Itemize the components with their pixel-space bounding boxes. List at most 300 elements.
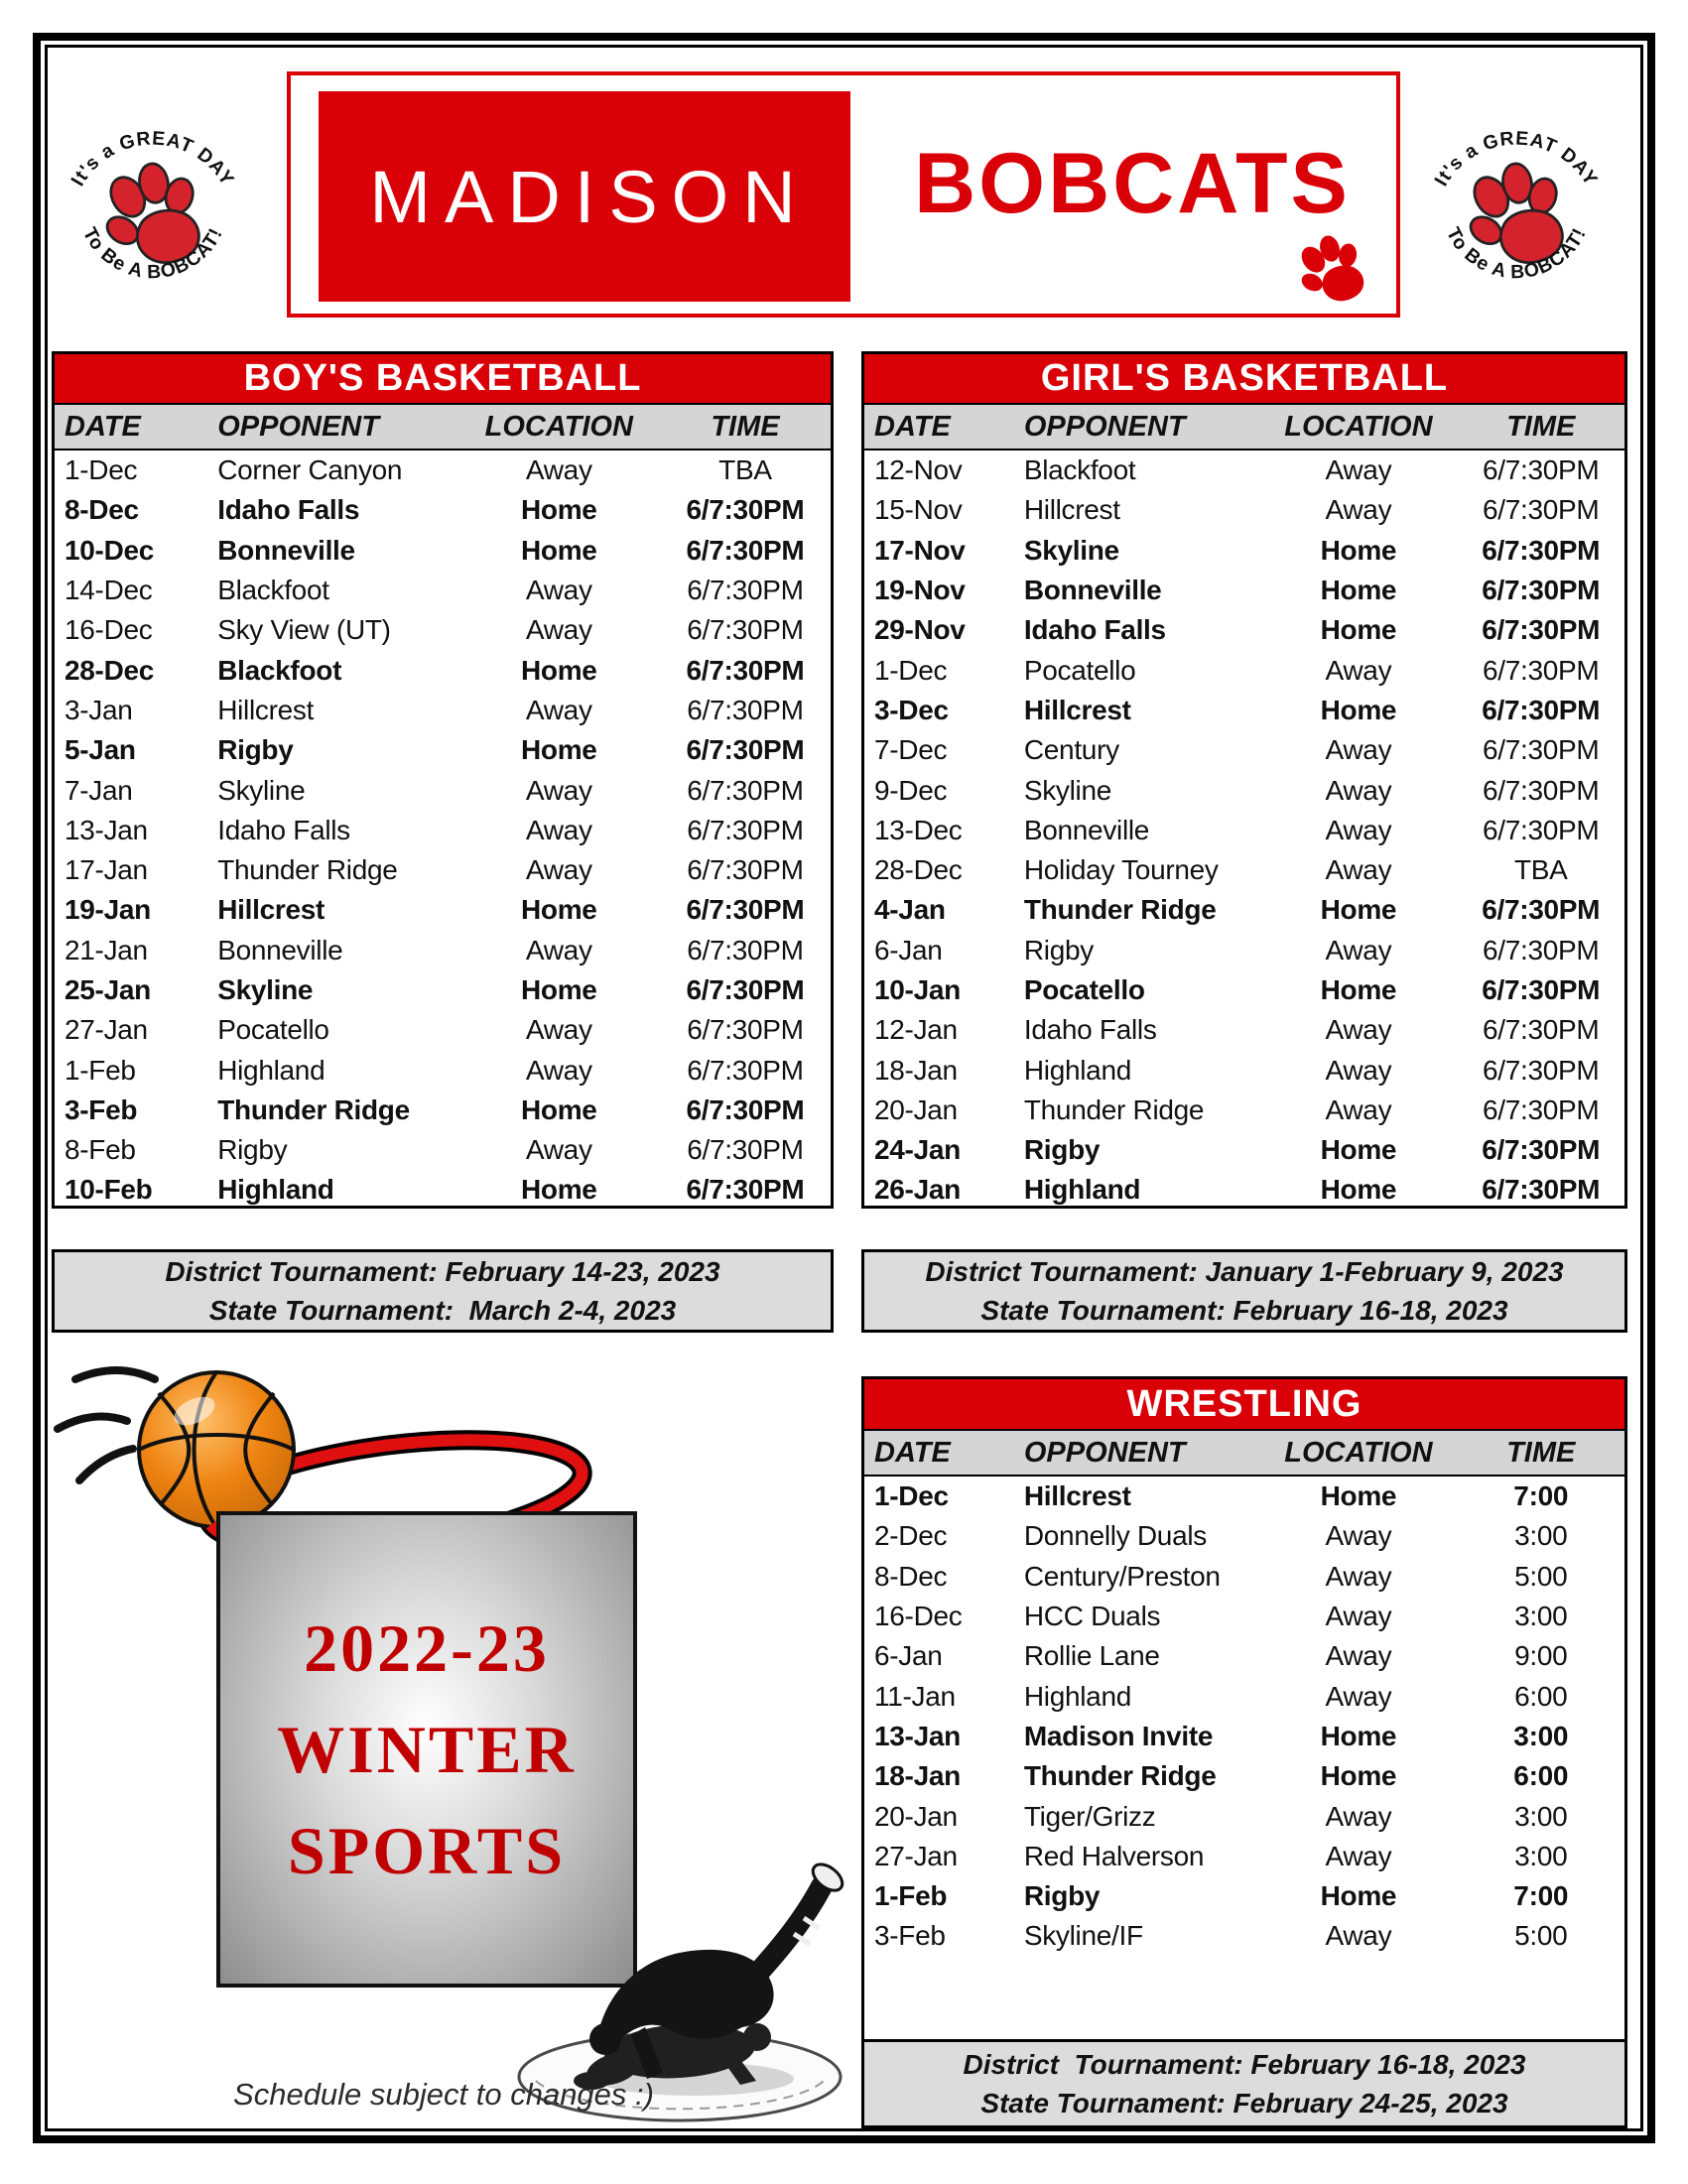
date-cell: 16-Dec (65, 614, 153, 646)
opponent-cell: Pocatello (1023, 654, 1136, 686)
time-cell: 6/7:30PM (1482, 694, 1601, 725)
location-cell: Away (525, 934, 592, 965)
time-cell: 6/7:30PM (1483, 454, 1600, 486)
date-cell: 1-Dec (874, 1480, 949, 1512)
time-cell: 6/7:30PM (687, 934, 804, 965)
table-row (864, 571, 1624, 610)
table-row (864, 770, 1624, 810)
time-cell: 9:00 (1514, 1640, 1568, 1672)
date-cell: 28-Dec (874, 854, 963, 886)
basketball-icon (139, 1372, 294, 1527)
table-row (864, 1130, 1624, 1170)
slogan-top-text: It's a GREAT DAY (1430, 127, 1603, 191)
time-cell: 6/7:30PM (686, 974, 805, 1005)
opponent-cell: Rigby (217, 1134, 288, 1166)
location-cell: Away (1325, 814, 1392, 845)
time-cell: 6/7:30PM (687, 774, 804, 806)
girls-rows (864, 450, 1624, 1211)
location-cell: Home (1320, 575, 1397, 606)
time-cell: TBA (718, 454, 772, 486)
time-cell: 6/7:30PM (1482, 1134, 1601, 1166)
state-tournament-text: State Tournament: February 16-18, 2023 (980, 1295, 1508, 1326)
date-cell: 20-Jan (874, 1093, 958, 1125)
column-header-opponent: OPPONENT (1023, 410, 1186, 443)
slogan-bottom-text: To Be A BOBCAT! (1441, 223, 1592, 284)
table-row (864, 1756, 1624, 1796)
table-row (864, 1796, 1624, 1836)
time-cell: 6/7:30PM (1483, 734, 1600, 766)
date-cell: 18-Jan (874, 1054, 958, 1086)
date-cell: 18-Jan (874, 1760, 961, 1792)
slogan-bottom-text: To Be A BOBCAT! (77, 223, 228, 284)
time-cell: 6/7:30PM (1482, 534, 1601, 566)
date-cell: 10-Dec (65, 534, 155, 566)
opponent-cell: Thunder Ridge (1023, 1760, 1217, 1792)
date-cell: 6-Jan (874, 934, 943, 965)
date-cell: 13-Jan (874, 1720, 961, 1751)
date-cell: 5-Jan (65, 734, 136, 766)
opponent-cell: Hillcrest (217, 694, 315, 725)
location-cell: Home (1320, 694, 1397, 725)
opponent-cell: Rigby (1023, 934, 1094, 965)
opponent-cell: Highland (217, 1174, 334, 1206)
date-cell: 7-Dec (874, 734, 948, 766)
date-cell: 6-Jan (874, 1640, 943, 1672)
location-cell: Away (1325, 654, 1392, 686)
time-cell: 6/7:30PM (686, 1093, 805, 1125)
opponent-cell: Hillcrest (1023, 1480, 1131, 1512)
table-row (55, 1130, 831, 1170)
time-cell: 7:00 (1513, 1480, 1569, 1512)
location-cell: Away (1325, 854, 1392, 886)
date-cell: 3-Dec (874, 694, 949, 725)
opponent-cell: Pocatello (217, 1014, 329, 1046)
opponent-cell: Madison Invite (1023, 1720, 1214, 1751)
time-cell: 6/7:30PM (1483, 774, 1600, 806)
time-cell: 3:00 (1514, 1601, 1568, 1632)
location-cell: Home (520, 894, 597, 926)
location-cell: Away (525, 854, 592, 886)
boys-tournament-box (52, 1249, 834, 1333)
opponent-cell: Bonneville (217, 934, 343, 965)
location-cell: Home (520, 494, 597, 526)
table-row (55, 811, 831, 850)
opponent-cell: Skyline (1023, 774, 1112, 806)
time-cell: 3:00 (1513, 1720, 1569, 1751)
time-cell: 6:00 (1513, 1760, 1569, 1792)
opponent-cell: Century/Preston (1023, 1560, 1221, 1592)
location-cell: Away (525, 614, 592, 646)
opponent-cell: Thunder Ridge (217, 1093, 410, 1125)
table-row (864, 650, 1624, 690)
location-cell: Away (1325, 454, 1392, 486)
date-cell: 11-Jan (874, 1680, 956, 1712)
location-cell: Away (1325, 1560, 1392, 1592)
table-row (55, 531, 831, 571)
spacer (864, 1957, 1624, 2039)
time-cell: 6/7:30PM (687, 614, 804, 646)
opponent-cell: Donnelly Duals (1023, 1520, 1207, 1552)
location-cell: Home (1320, 1174, 1397, 1206)
opponent-cell: Hillcrest (1023, 494, 1120, 526)
opponent-cell: Bonneville (1023, 575, 1162, 606)
location-cell: Home (1320, 614, 1397, 646)
opponent-cell: Pocatello (1023, 974, 1145, 1005)
district-tournament-text: District Tournament: February 14-23, 2023 (165, 1256, 720, 1287)
date-cell: 4-Jan (874, 894, 946, 926)
location-cell: Away (1325, 934, 1392, 965)
table-row (864, 1477, 1624, 1516)
date-cell: 8-Dec (874, 1560, 948, 1592)
opponent-cell: Idaho Falls (1023, 614, 1166, 646)
time-cell: 7:00 (1513, 1880, 1569, 1912)
column-header-time: TIME (1506, 1436, 1576, 1469)
time-cell: 6/7:30PM (1482, 894, 1601, 926)
table-row (55, 490, 831, 530)
opponent-cell: Holiday Tourney (1023, 854, 1219, 886)
opponent-cell: Bonneville (217, 534, 355, 566)
column-header-opponent: OPPONENT (217, 410, 379, 443)
opponent-cell: Hillcrest (217, 894, 325, 926)
table-row (864, 1636, 1624, 1676)
column-header-location: LOCATION (484, 410, 633, 443)
table-row (864, 1557, 1624, 1597)
table-row (864, 1597, 1624, 1636)
opponent-cell: Highland (1023, 1054, 1131, 1086)
opponent-cell: Skyline (1023, 534, 1119, 566)
time-cell: 6/7:30PM (1483, 1054, 1600, 1086)
date-cell: 20-Jan (874, 1800, 958, 1832)
location-cell: Away (1325, 1014, 1392, 1046)
opponent-cell: Skyline (217, 774, 306, 806)
time-cell: 5:00 (1514, 1560, 1568, 1592)
slogan-top-text: It's a GREAT DAY (66, 127, 239, 191)
table-row (55, 931, 831, 970)
opponent-cell: Tiger/Grizz (1023, 1800, 1156, 1832)
location-cell: Away (1325, 1840, 1392, 1871)
time-cell: 6/7:30PM (686, 894, 805, 926)
opponent-cell: Blackfoot (217, 575, 329, 606)
date-cell: 12-Jan (874, 1014, 958, 1046)
time-cell: 6/7:30PM (1483, 1093, 1600, 1125)
table-row (864, 811, 1624, 850)
date-cell: 26-Jan (874, 1174, 961, 1206)
table-row (864, 531, 1624, 571)
opponent-cell: Thunder Ridge (1023, 894, 1217, 926)
location-cell: Away (1325, 1680, 1392, 1712)
date-cell: 19-Jan (65, 894, 151, 926)
date-cell: 7-Jan (65, 774, 133, 806)
table-row (55, 850, 831, 890)
location-cell: Home (520, 654, 597, 686)
paw-icon (1291, 234, 1370, 308)
table-row (55, 730, 831, 770)
table-row (864, 610, 1624, 650)
date-cell: 8-Feb (65, 1134, 136, 1166)
opponent-cell: Hillcrest (1023, 694, 1131, 725)
location-cell: Away (525, 1014, 592, 1046)
location-cell: Away (1325, 1920, 1392, 1952)
column-header-location: LOCATION (1284, 410, 1433, 443)
column-header-location: LOCATION (1284, 1436, 1433, 1469)
time-cell: 6/7:30PM (1483, 1014, 1600, 1046)
table-row (55, 970, 831, 1010)
table-row (864, 1676, 1624, 1716)
time-cell: 6:00 (1514, 1680, 1568, 1712)
location-cell: Home (520, 734, 597, 766)
opponent-cell: Highland (217, 1054, 325, 1086)
table-row (55, 890, 831, 930)
date-cell: 27-Jan (65, 1014, 148, 1046)
table-row (864, 691, 1624, 730)
column-header-date: DATE (65, 410, 141, 443)
table-row (864, 1876, 1624, 1916)
time-cell: 6/7:30PM (1483, 494, 1600, 526)
table-row (55, 770, 831, 810)
table-row (864, 1010, 1624, 1050)
location-cell: Home (1320, 1720, 1397, 1751)
location-cell: Home (1320, 974, 1397, 1005)
opponent-cell: Century (1023, 734, 1119, 766)
date-cell: 3-Jan (65, 694, 133, 725)
boys-basketball-table (52, 351, 834, 1209)
schedule-disclaimer: Schedule subject to changes :) (233, 2077, 654, 2112)
school-name: MADISON (369, 155, 810, 238)
wrestling-title: WRESTLING (864, 1379, 1624, 1431)
opponent-cell: Rollie Lane (1023, 1640, 1160, 1672)
date-cell: 24-Jan (874, 1134, 961, 1166)
table-row (55, 1091, 831, 1130)
location-cell: Away (1325, 494, 1392, 526)
wrestling-rows (864, 1477, 1624, 1957)
date-cell: 1-Dec (65, 454, 138, 486)
time-cell: 6/7:30PM (1483, 934, 1600, 965)
table-row (55, 650, 831, 690)
location-cell: Away (525, 814, 592, 845)
location-cell: Home (1320, 1760, 1397, 1792)
table-row (864, 1170, 1624, 1210)
date-cell: 29-Nov (874, 614, 966, 646)
column-header-row (55, 405, 831, 450)
date-cell: 10-Feb (65, 1174, 153, 1206)
time-cell: 6/7:30PM (686, 494, 805, 526)
location-cell: Away (1325, 1640, 1392, 1672)
date-cell: 14-Dec (65, 575, 153, 606)
date-cell: 1-Feb (65, 1054, 136, 1086)
season-winter: WINTER (277, 1712, 577, 1787)
table-row (864, 1050, 1624, 1090)
time-cell: 6/7:30PM (1482, 614, 1601, 646)
time-cell: 6/7:30PM (687, 694, 804, 725)
time-cell: 6/7:30PM (1482, 575, 1601, 606)
time-cell: 6/7:30PM (1482, 1174, 1601, 1206)
table-row (864, 490, 1624, 530)
table-row (55, 691, 831, 730)
location-cell: Away (525, 1054, 592, 1086)
opponent-cell: Idaho Falls (1023, 1014, 1157, 1046)
location-cell: Away (1325, 1054, 1392, 1086)
time-cell: 6/7:30PM (687, 1134, 804, 1166)
table-row (55, 610, 831, 650)
boys-basketball-title: BOY'S BASKETBALL (55, 354, 831, 405)
time-cell: 6/7:30PM (686, 654, 805, 686)
date-cell: 17-Nov (874, 534, 966, 566)
girls-tournament-box (861, 1249, 1627, 1333)
bobcat-logo-right (1429, 109, 1604, 321)
time-cell: 6/7:30PM (686, 534, 805, 566)
mascot-name: BOBCATS (914, 136, 1351, 231)
table-row (864, 1091, 1624, 1130)
column-header-date: DATE (874, 1436, 951, 1469)
date-cell: 15-Nov (874, 494, 963, 526)
location-cell: Away (1325, 1093, 1392, 1125)
location-cell: Away (525, 454, 592, 486)
opponent-cell: Rigby (1023, 1880, 1101, 1912)
date-cell: 1-Feb (874, 1880, 948, 1912)
column-header-row (864, 405, 1624, 450)
table-row (864, 450, 1624, 490)
table-row (864, 1837, 1624, 1876)
table-row (864, 730, 1624, 770)
location-cell: Home (520, 534, 597, 566)
date-cell: 1-Dec (874, 654, 948, 686)
opponent-cell: Bonneville (1023, 814, 1150, 845)
location-cell: Home (520, 1093, 597, 1125)
location-cell: Away (1325, 1520, 1392, 1552)
time-cell: 6/7:30PM (687, 575, 804, 606)
time-cell: 6/7:30PM (1483, 814, 1600, 845)
school-banner (287, 71, 1400, 318)
opponent-cell: Red Halverson (1023, 1840, 1205, 1871)
district-tournament-text: District Tournament: January 1-February 9, 2023 (925, 1256, 1564, 1287)
time-cell: 3:00 (1514, 1800, 1568, 1832)
location-cell: Home (1320, 894, 1397, 926)
date-cell: 3-Feb (65, 1093, 138, 1125)
table-row (864, 1516, 1624, 1556)
date-cell: 8-Dec (65, 494, 139, 526)
date-cell: 12-Nov (874, 454, 963, 486)
state-tournament-text: State Tournament: March 2-4, 2023 (208, 1295, 677, 1326)
opponent-cell: Highland (1023, 1680, 1131, 1712)
opponent-cell: Thunder Ridge (1023, 1093, 1205, 1125)
column-header-row (864, 1431, 1624, 1477)
date-cell: 17-Jan (65, 854, 148, 886)
wrestling-tournament-box (864, 2039, 1624, 2125)
opponent-cell: HCC Duals (1023, 1601, 1161, 1632)
date-cell: 19-Nov (874, 575, 966, 606)
table-row (55, 1010, 831, 1050)
season-year: 2022-23 (304, 1610, 550, 1686)
boys-rows (55, 450, 831, 1211)
girls-basketball-title: GIRL'S BASKETBALL (864, 354, 1624, 405)
table-row (864, 850, 1624, 890)
location-cell: Home (1320, 1880, 1397, 1912)
table-row (55, 1170, 831, 1210)
time-cell: 5:00 (1514, 1920, 1568, 1952)
location-cell: Home (520, 974, 597, 1005)
location-cell: Home (1320, 1134, 1397, 1166)
time-cell: 6/7:30PM (687, 1014, 804, 1046)
opponent-cell: Skyline (217, 974, 314, 1005)
column-header-time: TIME (1506, 410, 1576, 443)
date-cell: 27-Jan (874, 1840, 958, 1871)
location-cell: Away (525, 694, 592, 725)
table-row (55, 571, 831, 610)
date-cell: 13-Jan (65, 814, 148, 845)
girls-basketball-table (861, 351, 1627, 1209)
opponent-cell: Blackfoot (1023, 454, 1136, 486)
table-row (864, 890, 1624, 930)
time-cell: 6/7:30PM (687, 814, 804, 845)
time-cell: 6/7:30PM (686, 1174, 805, 1206)
column-header-opponent: OPPONENT (1023, 1436, 1186, 1469)
table-row (55, 1050, 831, 1090)
opponent-cell: Rigby (1023, 1134, 1101, 1166)
opponent-cell: Thunder Ridge (217, 854, 398, 886)
time-cell: 6/7:30PM (1482, 974, 1601, 1005)
location-cell: Away (525, 1134, 592, 1166)
time-cell: 6/7:30PM (686, 734, 805, 766)
location-cell: Home (520, 1174, 597, 1206)
time-cell: 6/7:30PM (1483, 654, 1600, 686)
opponent-cell: Blackfoot (217, 654, 342, 686)
opponent-cell: Idaho Falls (217, 814, 350, 845)
date-cell: 28-Dec (65, 654, 155, 686)
opponent-cell: Idaho Falls (217, 494, 360, 526)
table-row (864, 1717, 1624, 1756)
time-cell: 6/7:30PM (687, 1054, 804, 1086)
wrestling-table (861, 1376, 1627, 2128)
location-cell: Away (525, 774, 592, 806)
date-cell: 25-Jan (65, 974, 151, 1005)
column-header-time: TIME (711, 410, 780, 443)
date-cell: 13-Dec (874, 814, 963, 845)
state-tournament-text: State Tournament: February 24-25, 2023 (980, 2088, 1508, 2119)
date-cell: 3-Feb (874, 1920, 946, 1952)
opponent-cell: Rigby (217, 734, 294, 766)
location-cell: Away (525, 575, 592, 606)
bobcat-logo-left (65, 109, 240, 321)
opponent-cell: Highland (1023, 1174, 1141, 1206)
location-cell: Away (1325, 734, 1392, 766)
season-sports: SPORTS (287, 1813, 567, 1888)
date-cell: 10-Jan (874, 974, 961, 1005)
date-cell: 9-Dec (874, 774, 948, 806)
location-cell: Away (1325, 1601, 1392, 1632)
location-cell: Home (1320, 534, 1397, 566)
time-cell: TBA (1513, 854, 1568, 886)
time-cell: 3:00 (1514, 1520, 1568, 1552)
opponent-cell: Sky View (UT) (217, 614, 391, 646)
location-cell: Home (1320, 1480, 1397, 1512)
opponent-cell: Skyline/IF (1023, 1920, 1143, 1952)
table-row (864, 931, 1624, 970)
time-cell: 6/7:30PM (687, 854, 804, 886)
school-name-box (319, 91, 850, 302)
column-header-date: DATE (874, 410, 951, 443)
date-cell: 2-Dec (874, 1520, 948, 1552)
date-cell: 16-Dec (874, 1601, 963, 1632)
opponent-cell: Corner Canyon (217, 454, 403, 486)
district-tournament-text: District Tournament: February 16-18, 2023 (963, 2049, 1526, 2080)
table-row (864, 1916, 1624, 1956)
date-cell: 21-Jan (65, 934, 148, 965)
time-cell: 3:00 (1514, 1840, 1568, 1871)
location-cell: Away (1325, 774, 1392, 806)
location-cell: Away (1325, 1800, 1392, 1832)
table-row (55, 450, 831, 490)
table-row (864, 970, 1624, 1010)
